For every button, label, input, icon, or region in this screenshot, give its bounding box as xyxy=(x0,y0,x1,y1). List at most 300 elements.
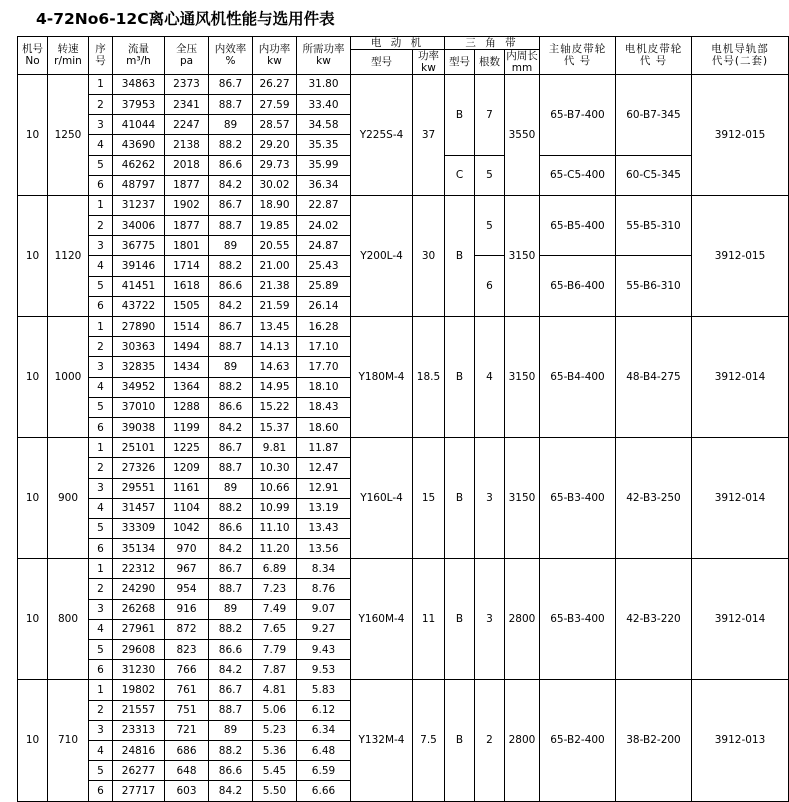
cell-neigonglv: 28.57 xyxy=(253,115,297,135)
cell-xuhao: 2 xyxy=(89,337,113,357)
cell-belt-model: B xyxy=(445,195,475,316)
cell-liuliang: 39038 xyxy=(113,417,165,437)
cell-neixiaolv: 88.2 xyxy=(209,377,253,397)
cell-quanya: 1714 xyxy=(165,256,209,276)
page-title: 4-72No6-12C离心通风机性能与选用件表 xyxy=(36,10,335,28)
cell-xuhao: 6 xyxy=(89,175,113,195)
cell-motor-rail: 3912-014 xyxy=(692,438,789,559)
cell-belt-count: 4 xyxy=(475,317,505,438)
cell-belt-length: 3550 xyxy=(505,74,540,195)
cell-neixiaolv: 88.2 xyxy=(209,135,253,155)
cell-jihao: 10 xyxy=(18,74,48,195)
cell-suoxugonglv: 9.27 xyxy=(297,619,351,639)
cell-liuliang: 27961 xyxy=(113,619,165,639)
cell-motor-power: 30 xyxy=(413,195,445,316)
cell-liuliang: 41451 xyxy=(113,276,165,296)
cell-quanya: 1199 xyxy=(165,417,209,437)
cell-liuliang: 43690 xyxy=(113,135,165,155)
cell-motor-rail: 3912-015 xyxy=(692,74,789,195)
cell-neigonglv: 7.65 xyxy=(253,619,297,639)
cell-quanya: 1505 xyxy=(165,296,209,316)
cell-xuhao: 5 xyxy=(89,518,113,538)
cell-quanya: 1104 xyxy=(165,498,209,518)
cell-liuliang: 36775 xyxy=(113,236,165,256)
cell-neigonglv: 29.20 xyxy=(253,135,297,155)
col-header-motor-rail: 电机导轨部 代号(二套) xyxy=(692,36,789,74)
cell-neigonglv: 5.23 xyxy=(253,720,297,740)
cell-motor-model: Y225S-4 xyxy=(351,74,413,195)
cell-main-shaft-pulley: 65-B4-400 xyxy=(540,317,616,438)
cell-jihao: 10 xyxy=(18,438,48,559)
cell-neixiaolv: 86.7 xyxy=(209,74,253,94)
cell-liuliang: 31237 xyxy=(113,195,165,215)
cell-suoxugonglv: 16.28 xyxy=(297,317,351,337)
col-header-belt-length: 内周长 mm xyxy=(506,49,538,74)
cell-motor-pulley: 60-B7-345 xyxy=(616,74,692,155)
cell-liuliang: 31457 xyxy=(113,498,165,518)
cell-neixiaolv: 88.2 xyxy=(209,256,253,276)
cell-motor-pulley: 55-B5-310 xyxy=(616,195,692,256)
cell-neigonglv: 21.38 xyxy=(253,276,297,296)
cell-neigonglv: 30.02 xyxy=(253,175,297,195)
cell-belt-length: 2800 xyxy=(505,680,540,801)
cell-xuhao: 4 xyxy=(89,498,113,518)
cell-neigonglv: 10.66 xyxy=(253,478,297,498)
col-header-jihao: 机号 No xyxy=(18,36,48,74)
col-header-suoxugonglv: 所需功率 kw xyxy=(297,36,351,74)
cell-quanya: 1801 xyxy=(165,236,209,256)
cell-liuliang: 27717 xyxy=(113,781,165,801)
cell-suoxugonglv: 18.43 xyxy=(297,397,351,417)
cell-belt-count: 3 xyxy=(475,438,505,559)
cell-quanya: 1042 xyxy=(165,518,209,538)
cell-xuhao: 3 xyxy=(89,236,113,256)
cell-neixiaolv: 89 xyxy=(209,115,253,135)
cell-xuhao: 3 xyxy=(89,478,113,498)
cell-neixiaolv: 89 xyxy=(209,720,253,740)
cell-liuliang: 34952 xyxy=(113,377,165,397)
cell-suoxugonglv: 6.59 xyxy=(297,761,351,781)
cell-neigonglv: 14.13 xyxy=(253,337,297,357)
cell-suoxugonglv: 35.99 xyxy=(297,155,351,175)
cell-quanya: 2138 xyxy=(165,135,209,155)
cell-neixiaolv: 86.6 xyxy=(209,640,253,660)
cell-xuhao: 2 xyxy=(89,700,113,720)
cell-motor-power: 37 xyxy=(413,74,445,195)
cell-motor-rail: 3912-014 xyxy=(692,317,789,438)
cell-belt-count: 2 xyxy=(475,680,505,801)
header-row-1 xyxy=(18,36,789,49)
cell-main-shaft-pulley: 65-B7-400 xyxy=(540,74,616,155)
col-header-neixiaolv: 内效率 % xyxy=(209,36,253,74)
cell-suoxugonglv: 34.58 xyxy=(297,115,351,135)
cell-liuliang: 31230 xyxy=(113,660,165,680)
table-header xyxy=(18,36,789,74)
cell-main-shaft-pulley: 65-B2-400 xyxy=(540,680,616,801)
cell-belt-model: B xyxy=(445,438,475,559)
cell-liuliang: 22312 xyxy=(113,559,165,579)
cell-suoxugonglv: 9.53 xyxy=(297,660,351,680)
cell-neigonglv: 9.81 xyxy=(253,438,297,458)
cell-neigonglv: 7.49 xyxy=(253,599,297,619)
cell-suoxugonglv: 12.47 xyxy=(297,458,351,478)
cell-neixiaolv: 88.7 xyxy=(209,579,253,599)
cell-liuliang: 41044 xyxy=(113,115,165,135)
cell-motor-pulley: 38-B2-200 xyxy=(616,680,692,801)
cell-quanya: 1494 xyxy=(165,337,209,357)
cell-quanya: 2247 xyxy=(165,115,209,135)
cell-neixiaolv: 89 xyxy=(209,599,253,619)
table-row xyxy=(18,195,789,215)
cell-zhuansu: 900 xyxy=(48,438,89,559)
cell-liuliang: 26268 xyxy=(113,599,165,619)
cell-main-shaft-pulley: 65-B6-400 xyxy=(540,256,616,317)
cell-neigonglv: 7.87 xyxy=(253,660,297,680)
cell-xuhao: 6 xyxy=(89,539,113,559)
col-header-neigonglv: 内功率 kw xyxy=(253,36,297,74)
cell-motor-pulley: 60-C5-345 xyxy=(616,155,692,195)
cell-liuliang: 25101 xyxy=(113,438,165,458)
cell-neigonglv: 14.63 xyxy=(253,357,297,377)
cell-motor-power: 11 xyxy=(413,559,445,680)
cell-belt-model: B xyxy=(445,559,475,680)
cell-suoxugonglv: 17.10 xyxy=(297,337,351,357)
cell-xuhao: 4 xyxy=(89,256,113,276)
cell-neigonglv: 15.22 xyxy=(253,397,297,417)
cell-neixiaolv: 86.7 xyxy=(209,438,253,458)
cell-neigonglv: 19.85 xyxy=(253,216,297,236)
col-header-motor-model: 型号 xyxy=(351,49,413,74)
cell-neigonglv: 20.55 xyxy=(253,236,297,256)
cell-neigonglv: 10.99 xyxy=(253,498,297,518)
cell-suoxugonglv: 9.43 xyxy=(297,640,351,660)
cell-suoxugonglv: 33.40 xyxy=(297,94,351,114)
cell-neixiaolv: 84.2 xyxy=(209,296,253,316)
cell-neixiaolv: 86.7 xyxy=(209,680,253,700)
cell-neigonglv: 11.10 xyxy=(253,518,297,538)
cell-suoxugonglv: 13.19 xyxy=(297,498,351,518)
cell-liuliang: 32835 xyxy=(113,357,165,377)
cell-quanya: 916 xyxy=(165,599,209,619)
cell-neixiaolv: 89 xyxy=(209,357,253,377)
cell-main-shaft-pulley: 65-B3-400 xyxy=(540,438,616,559)
cell-belt-count: 5 xyxy=(475,155,505,195)
cell-neixiaolv: 86.6 xyxy=(209,155,253,175)
cell-belt-length: 3150 xyxy=(505,438,540,559)
cell-quanya: 1364 xyxy=(165,377,209,397)
cell-xuhao: 2 xyxy=(89,216,113,236)
cell-xuhao: 6 xyxy=(89,296,113,316)
cell-belt-count: 7 xyxy=(475,74,505,155)
cell-neixiaolv: 86.7 xyxy=(209,317,253,337)
cell-xuhao: 5 xyxy=(89,155,113,175)
cell-xuhao: 1 xyxy=(89,195,113,215)
cell-main-shaft-pulley: 65-B3-400 xyxy=(540,559,616,680)
cell-motor-model: Y160L-4 xyxy=(351,438,413,559)
cell-quanya: 2373 xyxy=(165,74,209,94)
cell-suoxugonglv: 8.76 xyxy=(297,579,351,599)
cell-xuhao: 1 xyxy=(89,74,113,94)
cell-neixiaolv: 86.6 xyxy=(209,397,253,417)
cell-quanya: 872 xyxy=(165,619,209,639)
cell-neigonglv: 10.30 xyxy=(253,458,297,478)
cell-xuhao: 5 xyxy=(89,761,113,781)
cell-neixiaolv: 89 xyxy=(209,478,253,498)
col-header-motor-group: 电 动 机 xyxy=(351,36,445,49)
cell-neigonglv: 4.81 xyxy=(253,680,297,700)
col-header-motor-power: 功率 kw xyxy=(413,49,445,74)
cell-suoxugonglv: 9.07 xyxy=(297,599,351,619)
cell-liuliang: 35134 xyxy=(113,539,165,559)
cell-quanya: 751 xyxy=(165,700,209,720)
cell-jihao: 10 xyxy=(18,317,48,438)
cell-quanya: 1434 xyxy=(165,357,209,377)
cell-suoxugonglv: 26.14 xyxy=(297,296,351,316)
cell-motor-model: Y132M-4 xyxy=(351,680,413,801)
cell-xuhao: 4 xyxy=(89,740,113,760)
cell-neixiaolv: 89 xyxy=(209,236,253,256)
cell-liuliang: 34006 xyxy=(113,216,165,236)
cell-xuhao: 2 xyxy=(89,458,113,478)
cell-quanya: 1161 xyxy=(165,478,209,498)
cell-liuliang: 48797 xyxy=(113,175,165,195)
cell-neixiaolv: 88.2 xyxy=(209,498,253,518)
cell-quanya: 603 xyxy=(165,781,209,801)
col-header-zhuansu: 转速 r/min xyxy=(48,36,89,74)
cell-zhuansu: 1000 xyxy=(48,317,89,438)
cell-neigonglv: 5.06 xyxy=(253,700,297,720)
cell-neigonglv: 6.89 xyxy=(253,559,297,579)
col-header-quanya: 全压 pa xyxy=(165,36,209,74)
cell-suoxugonglv: 6.12 xyxy=(297,700,351,720)
cell-neigonglv: 11.20 xyxy=(253,539,297,559)
cell-liuliang: 24816 xyxy=(113,740,165,760)
cell-belt-length: 2800 xyxy=(505,559,540,680)
cell-neixiaolv: 86.6 xyxy=(209,518,253,538)
cell-belt-length: 3150 xyxy=(505,317,540,438)
cell-liuliang: 26277 xyxy=(113,761,165,781)
cell-neixiaolv: 86.6 xyxy=(209,276,253,296)
cell-suoxugonglv: 6.66 xyxy=(297,781,351,801)
cell-suoxugonglv: 5.83 xyxy=(297,680,351,700)
cell-liuliang: 23313 xyxy=(113,720,165,740)
cell-belt-count: 6 xyxy=(475,256,505,317)
cell-quanya: 2018 xyxy=(165,155,209,175)
cell-liuliang: 37953 xyxy=(113,94,165,114)
table-row xyxy=(18,317,789,337)
cell-xuhao: 6 xyxy=(89,781,113,801)
cell-quanya: 823 xyxy=(165,640,209,660)
cell-neixiaolv: 86.7 xyxy=(209,559,253,579)
col-header-liuliang: 流量 m³/h xyxy=(113,36,165,74)
cell-suoxugonglv: 35.35 xyxy=(297,135,351,155)
cell-quanya: 1288 xyxy=(165,397,209,417)
cell-neixiaolv: 88.7 xyxy=(209,216,253,236)
cell-quanya: 970 xyxy=(165,539,209,559)
cell-suoxugonglv: 24.87 xyxy=(297,236,351,256)
cell-neigonglv: 7.23 xyxy=(253,579,297,599)
cell-xuhao: 5 xyxy=(89,640,113,660)
cell-xuhao: 4 xyxy=(89,619,113,639)
cell-neixiaolv: 88.7 xyxy=(209,94,253,114)
cell-xuhao: 3 xyxy=(89,599,113,619)
cell-zhuansu: 1250 xyxy=(48,74,89,195)
cell-main-shaft-pulley: 65-C5-400 xyxy=(540,155,616,195)
table-body xyxy=(18,74,789,801)
cell-suoxugonglv: 6.48 xyxy=(297,740,351,760)
cell-neigonglv: 14.95 xyxy=(253,377,297,397)
cell-liuliang: 37010 xyxy=(113,397,165,417)
col-header-belt-model: 型号 xyxy=(445,49,475,74)
cell-liuliang: 30363 xyxy=(113,337,165,357)
cell-motor-power: 18.5 xyxy=(413,317,445,438)
table-row xyxy=(18,559,789,579)
cell-suoxugonglv: 13.43 xyxy=(297,518,351,538)
cell-zhuansu: 800 xyxy=(48,559,89,680)
cell-neigonglv: 21.00 xyxy=(253,256,297,276)
cell-quanya: 954 xyxy=(165,579,209,599)
cell-neigonglv: 5.50 xyxy=(253,781,297,801)
cell-xuhao: 3 xyxy=(89,357,113,377)
cell-neigonglv: 5.45 xyxy=(253,761,297,781)
cell-motor-model: Y200L-4 xyxy=(351,195,413,316)
cell-zhuansu: 1120 xyxy=(48,195,89,316)
cell-suoxugonglv: 18.60 xyxy=(297,417,351,437)
cell-neigonglv: 13.45 xyxy=(253,317,297,337)
cell-xuhao: 5 xyxy=(89,397,113,417)
cell-belt-model: B xyxy=(445,680,475,801)
cell-suoxugonglv: 25.89 xyxy=(297,276,351,296)
cell-suoxugonglv: 18.10 xyxy=(297,377,351,397)
cell-quanya: 648 xyxy=(165,761,209,781)
cell-suoxugonglv: 13.56 xyxy=(297,539,351,559)
table-row xyxy=(18,438,789,458)
cell-xuhao: 3 xyxy=(89,115,113,135)
cell-jihao: 10 xyxy=(18,195,48,316)
cell-neigonglv: 29.73 xyxy=(253,155,297,175)
cell-xuhao: 1 xyxy=(89,438,113,458)
cell-zhuansu: 710 xyxy=(48,680,89,801)
cell-suoxugonglv: 22.87 xyxy=(297,195,351,215)
cell-belt-model: C xyxy=(445,155,475,195)
cell-neigonglv: 5.36 xyxy=(253,740,297,760)
cell-quanya: 2341 xyxy=(165,94,209,114)
cell-neixiaolv: 84.2 xyxy=(209,175,253,195)
cell-quanya: 1877 xyxy=(165,216,209,236)
cell-motor-pulley: 48-B4-275 xyxy=(616,317,692,438)
cell-belt-count: 5 xyxy=(475,195,505,256)
col-header-belt-count: 根数 xyxy=(475,49,505,74)
cell-liuliang: 34863 xyxy=(113,74,165,94)
cell-xuhao: 1 xyxy=(89,317,113,337)
cell-suoxugonglv: 8.34 xyxy=(297,559,351,579)
cell-suoxugonglv: 25.43 xyxy=(297,256,351,276)
cell-neixiaolv: 88.7 xyxy=(209,337,253,357)
cell-quanya: 1514 xyxy=(165,317,209,337)
col-header-xuhao: 序 号 xyxy=(89,36,113,74)
cell-motor-rail: 3912-015 xyxy=(692,195,789,316)
cell-neixiaolv: 84.2 xyxy=(209,781,253,801)
cell-belt-length: 3150 xyxy=(505,195,540,316)
cell-liuliang: 19802 xyxy=(113,680,165,700)
table-row xyxy=(18,680,789,700)
cell-motor-pulley: 55-B6-310 xyxy=(616,256,692,317)
cell-motor-rail: 3912-013 xyxy=(692,680,789,801)
cell-xuhao: 3 xyxy=(89,720,113,740)
cell-jihao: 10 xyxy=(18,680,48,801)
cell-motor-pulley: 42-B3-220 xyxy=(616,559,692,680)
cell-neigonglv: 7.79 xyxy=(253,640,297,660)
cell-quanya: 1877 xyxy=(165,175,209,195)
cell-neigonglv: 18.90 xyxy=(253,195,297,215)
cell-motor-power: 15 xyxy=(413,438,445,559)
cell-belt-count: 3 xyxy=(475,559,505,680)
cell-neixiaolv: 88.2 xyxy=(209,740,253,760)
cell-neixiaolv: 88.7 xyxy=(209,458,253,478)
cell-suoxugonglv: 6.34 xyxy=(297,720,351,740)
cell-quanya: 1225 xyxy=(165,438,209,458)
cell-motor-rail: 3912-014 xyxy=(692,559,789,680)
cell-neigonglv: 21.59 xyxy=(253,296,297,316)
cell-belt-model: B xyxy=(445,74,475,155)
cell-belt-model: B xyxy=(445,317,475,438)
col-header-vbelt-group: 三 角 带 xyxy=(445,36,540,49)
cell-suoxugonglv: 36.34 xyxy=(297,175,351,195)
cell-neixiaolv: 86.6 xyxy=(209,761,253,781)
cell-neigonglv: 27.59 xyxy=(253,94,297,114)
cell-xuhao: 4 xyxy=(89,135,113,155)
cell-neigonglv: 26.27 xyxy=(253,74,297,94)
cell-liuliang: 43722 xyxy=(113,296,165,316)
cell-quanya: 721 xyxy=(165,720,209,740)
cell-liuliang: 21557 xyxy=(113,700,165,720)
cell-quanya: 1902 xyxy=(165,195,209,215)
cell-xuhao: 1 xyxy=(89,680,113,700)
col-header-motor-pulley: 电机皮带轮 代 号 xyxy=(616,36,692,74)
cell-quanya: 1209 xyxy=(165,458,209,478)
cell-liuliang: 27890 xyxy=(113,317,165,337)
cell-liuliang: 29551 xyxy=(113,478,165,498)
cell-suoxugonglv: 31.80 xyxy=(297,74,351,94)
cell-liuliang: 27326 xyxy=(113,458,165,478)
cell-motor-model: Y180M-4 xyxy=(351,317,413,438)
cell-neixiaolv: 86.7 xyxy=(209,195,253,215)
cell-liuliang: 39146 xyxy=(113,256,165,276)
cell-quanya: 686 xyxy=(165,740,209,760)
cell-liuliang: 46262 xyxy=(113,155,165,175)
cell-quanya: 761 xyxy=(165,680,209,700)
col-header-main-shaft-pulley: 主轴皮带轮 代 号 xyxy=(540,36,616,74)
cell-xuhao: 2 xyxy=(89,579,113,599)
cell-xuhao: 6 xyxy=(89,417,113,437)
cell-quanya: 766 xyxy=(165,660,209,680)
cell-motor-power: 7.5 xyxy=(413,680,445,801)
cell-suoxugonglv: 12.91 xyxy=(297,478,351,498)
cell-motor-pulley: 42-B3-250 xyxy=(616,438,692,559)
cell-main-shaft-pulley: 65-B5-400 xyxy=(540,195,616,256)
cell-xuhao: 4 xyxy=(89,377,113,397)
cell-neixiaolv: 88.7 xyxy=(209,700,253,720)
cell-liuliang: 33309 xyxy=(113,518,165,538)
cell-liuliang: 24290 xyxy=(113,579,165,599)
cell-xuhao: 6 xyxy=(89,660,113,680)
cell-xuhao: 5 xyxy=(89,276,113,296)
cell-suoxugonglv: 11.87 xyxy=(297,438,351,458)
cell-neixiaolv: 84.2 xyxy=(209,660,253,680)
fan-performance-table xyxy=(17,36,789,802)
cell-xuhao: 1 xyxy=(89,559,113,579)
cell-neixiaolv: 84.2 xyxy=(209,539,253,559)
